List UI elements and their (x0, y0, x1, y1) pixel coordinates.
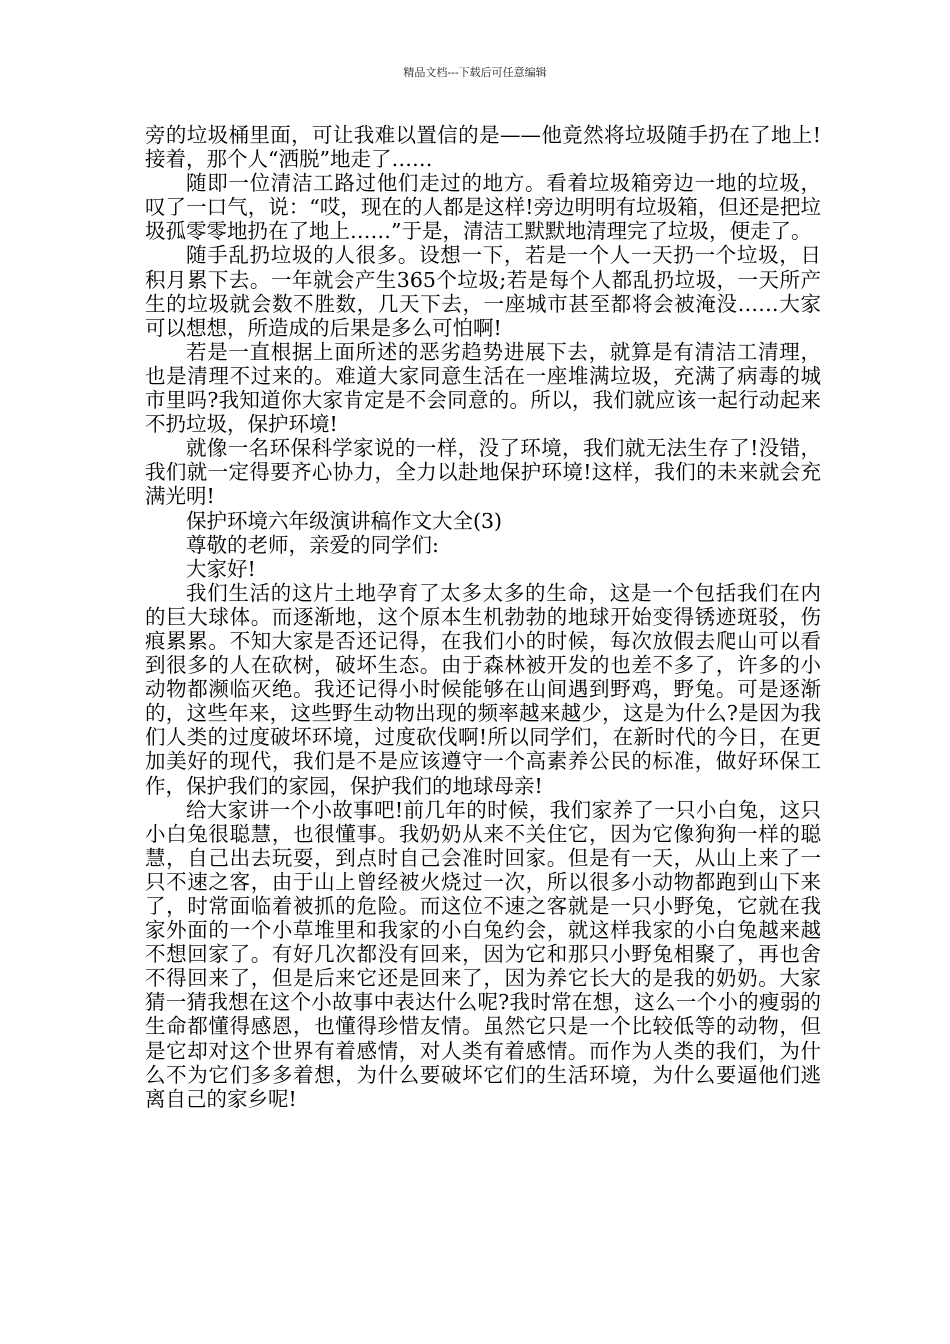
greeting: 大家好! (186, 556, 256, 581)
paragraph-9: 我们生活的这片土地孕育了太多太多的生命，这是一个包括我们在内的巨大球体。而逐渐地，这个原本生机勃勃的地球开始变得锈迹斑驳，伤痕累累。不知大家是否还记得，在我们小的时候，每次放假去爬山可以看到很多的人在砍树，破坏生态。由于森林被开发的也差不多了，许多的小动物都濒临灭绝。我还记得小时候能够在山间遇到野鸡，野兔。可是逐渐的，这些年来，这些野生动物出现的频率越来越少，这是为什么?是因为我们人类的过度破坏环境，过度砍伐啊!所以同学们，在新时代的今日，在更加美好的现代，我们是不是应该遵守一个高素养公民的标准，做好环保工作，保护我们的家园，保护我们的地球母亲! (145, 580, 821, 798)
paragraph-1: 旁的垃圾桶里面，可让我难以置信的是——他竟然将垃圾随手扔在了地上!接着，那个人“洒脱”地走了…… (145, 123, 821, 172)
salutation: 尊敬的老师，亲爱的同学们: (186, 532, 439, 557)
page-header: 精品文档---下载后可任意编辑 (403, 66, 547, 79)
paragraph-4: 若是一直根据上面所述的恶劣趋势进展下去，就算是有清洁工清理，也是清理不过来的。难道大家同意生活在一座堆满垃圾，充满了病毒的城市里吗?我知道你大家肯定是不会同意的。所以，我们就应该一起行动起来不扔垃圾，保护环境! (145, 339, 821, 437)
section-title: 保护环境六年级演讲稿作文大全(3) (186, 508, 503, 533)
document-body (145, 123, 821, 1111)
paragraph-10: 给大家讲一个小故事吧!前几年的时候，我们家养了一只小白兔，这只小白兔很聪慧，也很懂事。我奶奶从来不关住它，因为它像狗狗一样的聪慧，自己出去玩耍，到点时自己会准时回家。但是有一天，从山上来了一只不速之客，由于山上曾经被火烧过一次，所以很多小动物都跑到山下来了，时常面临着被抓的危险。而这位不速之客就是一只小野兔，它就在我家外面的一个小草堆里和我家的小白兔约会，就这样我家的小白兔越来越不想回家了。有好几次都没有回来，因为它和那只小野兔相聚了，再也舍不得回来了，但是后来它还是回来了，因为养它长大的是我的奶奶。大家猜一猜我想在这个小故事中表达什么呢?我时常在想，这么一个小的瘦弱的生命都懂得感恩，也懂得珍惜友情。虽然它只是一个比较低等的动物，但是它却对这个世界有着感情，对人类有着感情。而作为人类的我们，为什么不为它们多多着想，为什么要破坏它们的生活环境，为什么要逼他们逃离自己的家乡呢! (145, 797, 821, 1111)
paragraph-2: 随即一位清洁工路过他们走过的地方。看着垃圾箱旁边一地的垃圾，叹了一口气，说：“哎，现在的人都是这样!旁边明明有垃圾箱，但还是把垃圾孤零零地扔在了地上……”于是，清洁工默默地清理完了垃圾，便走了。 (145, 171, 821, 244)
paragraph-5: 就像一名环保科学家说的一样，没了环境，我们就无法生存了!没错，我们就一定得要齐心协力，全力以赴地保护环境!这样，我们的未来就会充满光明! (145, 436, 821, 509)
paragraph-3: 随手乱扔垃圾的人很多。设想一下，若是一个人一天扔一个垃圾，日积月累下去。一年就会产生365个垃圾;若是每个人都乱扔垃圾，一天所产生的垃圾就会数不胜数，几天下去，一座城市甚至都将会被淹没……大家可以想想，所造成的后果是多么可怕啊! (145, 243, 821, 340)
